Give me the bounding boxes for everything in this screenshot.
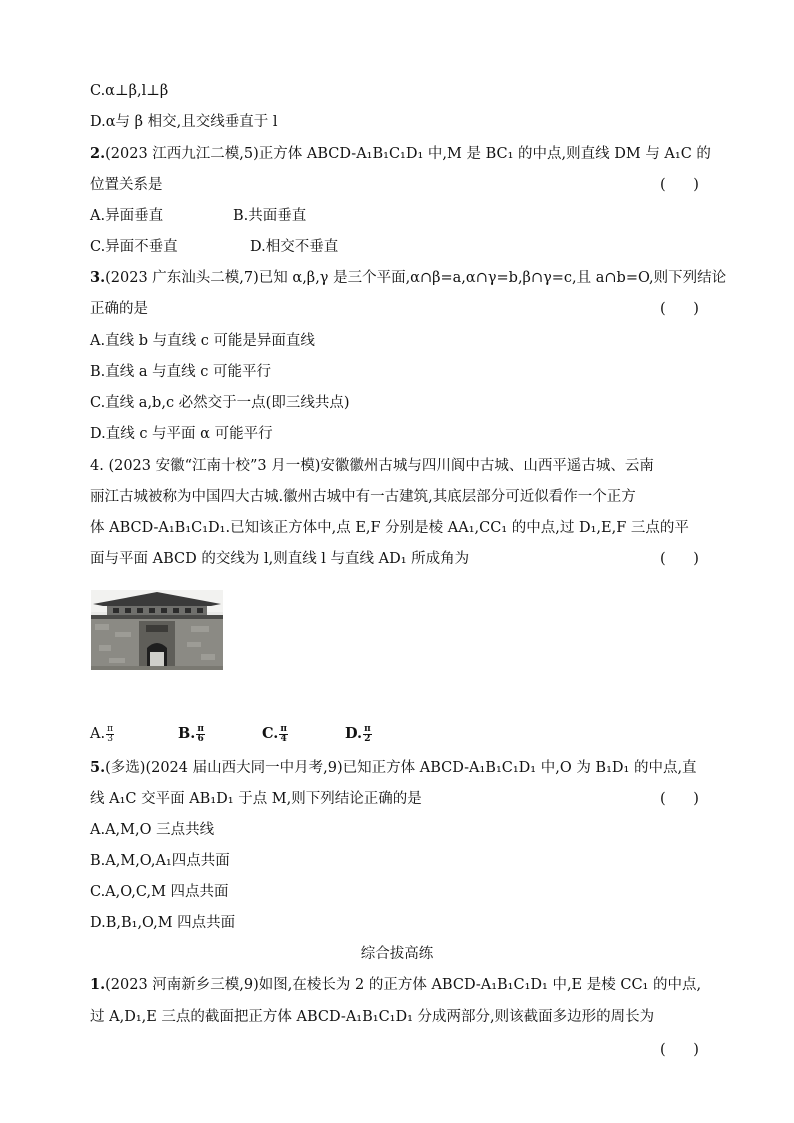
answer-parenthesis-s1: ( ) — [660, 1042, 699, 1058]
q4-option-c-numerator: π — [280, 723, 287, 734]
q4-option-d-label: D. — [345, 725, 363, 742]
answer-parenthesis-q3: ( ) — [660, 301, 699, 317]
q3-option-d: D.直线 c 与平面 α 可能平行 — [90, 426, 273, 442]
q4-option-a-label: A. — [90, 726, 106, 742]
question-3-text-1: (2023 广东汕头二模,7)已知 α,β,γ 是三个平面,α∩β=a,α∩γ=b,β∩γ=c,且 a∩b=O,则下列结论 — [105, 270, 727, 286]
q4-option-d-numerator: π — [364, 723, 371, 734]
question-2-line-1 — [90, 144, 711, 164]
q4-option-b-numerator: π — [197, 723, 204, 734]
question-5-line-1 — [90, 758, 697, 778]
question-4-line-1: 4. (2023 安徽“江南十校”3 月一模)安徽徽州古城与四川阆中古城、山西平遥古城、云南 — [90, 458, 654, 474]
question-5-line-2: 线 A₁C 交平面 AB₁D₁ 于点 M,则下列结论正确的是 — [90, 791, 422, 807]
option-c-line: C.α⊥β,l⊥β — [90, 83, 169, 99]
section-question-1-number: 1. — [90, 976, 106, 993]
section-question-1-line-1 — [90, 975, 701, 995]
q5-option-b: B.A,M,O,A₁四点共面 — [90, 853, 230, 869]
section-heading: 综合拔高练 — [360, 946, 434, 962]
q4-option-c — [262, 724, 288, 744]
fraction-pi-over-4 — [279, 725, 288, 744]
question-4-line-4: 面与平面 ABCD 的交线为 l,则直线 l 与直线 AD₁ 所成角为 — [90, 551, 470, 567]
section-question-1-line-2: 过 A,D₁,E 三点的截面把正方体 ABCD-A₁B₁C₁D₁ 分成两部分,则该截面多边形的周长为 — [90, 1009, 655, 1025]
question-4-line-2: 丽江古城被称为中国四大古城.徽州古城中有一古建筑,其底层部分可近似看作一个正方 — [90, 489, 636, 505]
question-2-text-1: (2023 江西九江二模,5)正方体 ABCD-A₁B₁C₁D₁ 中,M 是 BC₁ 的中点,则直线 DM 与 A₁C 的 — [105, 146, 711, 162]
q4-option-a-denominator: 3 — [107, 733, 113, 744]
question-5-number: 5. — [90, 759, 106, 776]
q2-option-d: D.相交不垂直 — [250, 239, 339, 255]
q4-option-c-denominator: 4 — [280, 733, 287, 744]
q4-option-c-label: C. — [262, 725, 279, 742]
q4-option-d — [345, 724, 372, 744]
q5-option-c: C.A,O,C,M 四点共面 — [90, 884, 229, 900]
section-question-1-text-1: (2023 河南新乡三模,9)如图,在棱长为 2 的正方体 ABCD-A₁B₁C₁D₁ 中,E 是棱 CC₁ 的中点, — [105, 977, 702, 993]
q3-option-a: A.直线 b 与直线 c 可能是异面直线 — [90, 333, 315, 349]
answer-parenthesis-q4: ( ) — [660, 551, 699, 567]
fraction-pi-over-3 — [106, 725, 114, 744]
q5-option-a: A.A,M,O 三点共线 — [90, 822, 215, 838]
fraction-pi-over-2 — [363, 725, 372, 744]
question-2-line-2: 位置关系是 — [90, 177, 163, 193]
q2-option-a: A.异面垂直 — [90, 208, 164, 224]
q4-option-b-denominator: 6 — [197, 733, 204, 744]
question-3-line-2: 正确的是 — [90, 301, 148, 317]
answer-parenthesis-q5: ( ) — [660, 791, 699, 807]
question-4-line-3: 体 ABCD-A₁B₁C₁D₁.已知该正方体中,点 E,F 分别是棱 AA₁,CC₁ 的中点,过 D₁,E,F 三点的平 — [90, 520, 689, 536]
q4-option-b-label: B. — [178, 725, 196, 742]
q4-option-a-numerator: π — [107, 723, 114, 734]
q2-option-b: B.共面垂直 — [233, 208, 307, 224]
q3-option-c: C.直线 a,b,c 必然交于一点(即三线共点) — [90, 395, 350, 411]
fraction-pi-over-6 — [196, 725, 205, 744]
ancient-city-gate-photo — [91, 590, 223, 670]
answer-parenthesis-q2: ( ) — [660, 177, 699, 193]
q2-option-c: C.异面不垂直 — [90, 239, 178, 255]
question-5-text-1: (多选)(2024 届山西大同一中月考,9)已知正方体 ABCD-A₁B₁C₁D₁ 中,O 为 B₁D₁ 的中点,直 — [105, 760, 697, 776]
question-3-line-1 — [90, 268, 726, 288]
question-3-number: 3. — [90, 269, 106, 286]
option-d-line: D.α与 β 相交,且交线垂直于 l — [90, 114, 278, 130]
q4-option-b — [178, 724, 205, 744]
q5-option-d: D.B,B₁,O,M 四点共面 — [90, 915, 236, 931]
q4-option-d-denominator: 2 — [364, 733, 371, 744]
q3-option-b: B.直线 a 与直线 c 可能平行 — [90, 364, 271, 380]
q4-option-a — [90, 724, 114, 744]
question-2-number: 2. — [90, 145, 106, 162]
